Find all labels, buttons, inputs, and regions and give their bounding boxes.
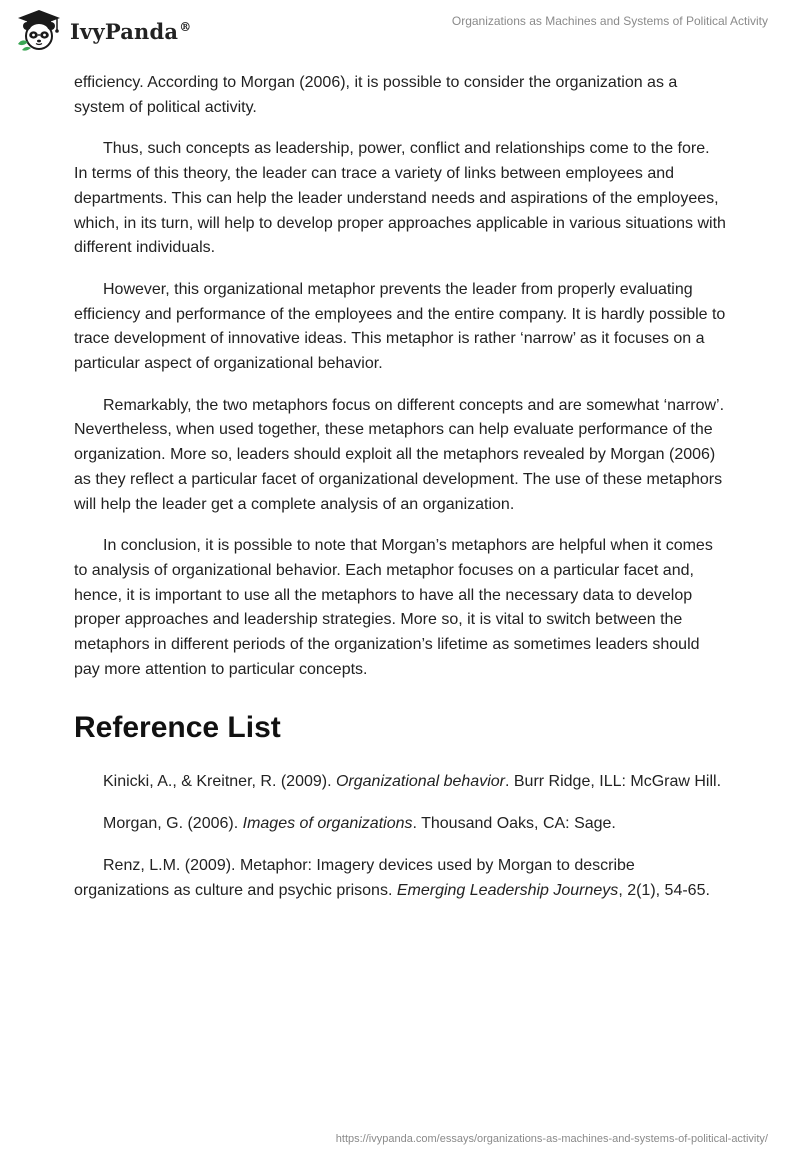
- body-paragraph: efficiency. According to Morgan (2006), it is possible to consider the organization as a system of political activity.: [74, 74, 678, 116]
- document-title: Organizations as Machines and Systems of Political Activity: [451, 14, 768, 28]
- reference-item: [74, 770, 726, 795]
- source-url[interactable]: https://ivypanda.com/essays/organizations-as-machines-and-systems-of-political-activity/: [335, 1133, 768, 1145]
- reference-text: . Burr Ridge, ILL: McGraw Hill.: [504, 773, 722, 791]
- reference-text: Renz, L.M. (2009). Metaphor: Imagery devices used by Morgan to describe organizations as culture and psychic prisons.: [74, 856, 635, 899]
- reference-item: [74, 812, 726, 837]
- reference-text: , 2(1), 54-65.: [618, 881, 710, 899]
- body-paragraph: However, this organizational metaphor prevents the leader from properly evaluating efficiency and performance of the employees and the entire company. It is hardly possible to trace development of innovative ideas. This metaphor is rather ‘narrow’ as it focuses on a particular aspect of organizational behavior.: [74, 280, 726, 373]
- reference-text: Morgan, G. (2006).: [103, 815, 243, 833]
- page-header: [0, 0, 800, 60]
- logo-text: IvyPanda: [70, 18, 179, 44]
- reference-title: Images of organizations: [242, 815, 413, 833]
- reference-text: . Thousand Oaks, CA: Sage.: [412, 815, 616, 833]
- reference-item: [74, 854, 726, 903]
- reference-title: Organizational behavior: [335, 773, 505, 791]
- logo-wordmark: [70, 19, 191, 44]
- essay-content: [74, 71, 726, 920]
- body-paragraph: Thus, such concepts as leadership, power, conflict and relationships come to the fore. In terms of this theory, the leader can trace a variety of links between employees and departments. This can help the leader understand needs and aspirations of the employees, which, in its turn, will help to develop proper approaches applicable in various situations with different individuals.: [74, 140, 726, 257]
- reference-list-heading: Reference List: [74, 711, 281, 745]
- reference-text: Kinicki, A., & Kreitner, R. (2009).: [103, 773, 336, 791]
- body-paragraph: Remarkably, the two metaphors focus on different concepts and are somewhat ‘narrow’. Nevertheless, when used together, these metaphors can help evaluate performance of the organization. More so, leaders should exploit all the metaphors revealed by Morgan (2006) as they reflect a particular facet of organizational development. The use of these metaphors will help the leader get a complete analysis of an organization.: [74, 396, 725, 513]
- reference-title: Emerging Leadership Journeys: [396, 881, 619, 899]
- registered-mark: ®: [179, 19, 192, 34]
- panda-graduate-icon: [14, 8, 64, 52]
- ivypanda-logo[interactable]: [14, 8, 191, 52]
- body-paragraph: In conclusion, it is possible to note that Morgan’s metaphors are helpful when it comes to analysis of organizational behavior. Each metaphor focuses on a particular facet and, hence, it is important to use all the metaphors to have all the necessary data to develop proper approaches and leadership strategies. More so, it is vital to switch between the metaphors in different periods of the organization’s lifetime as sometimes leaders should pay more attention to particular concepts.: [74, 537, 713, 678]
